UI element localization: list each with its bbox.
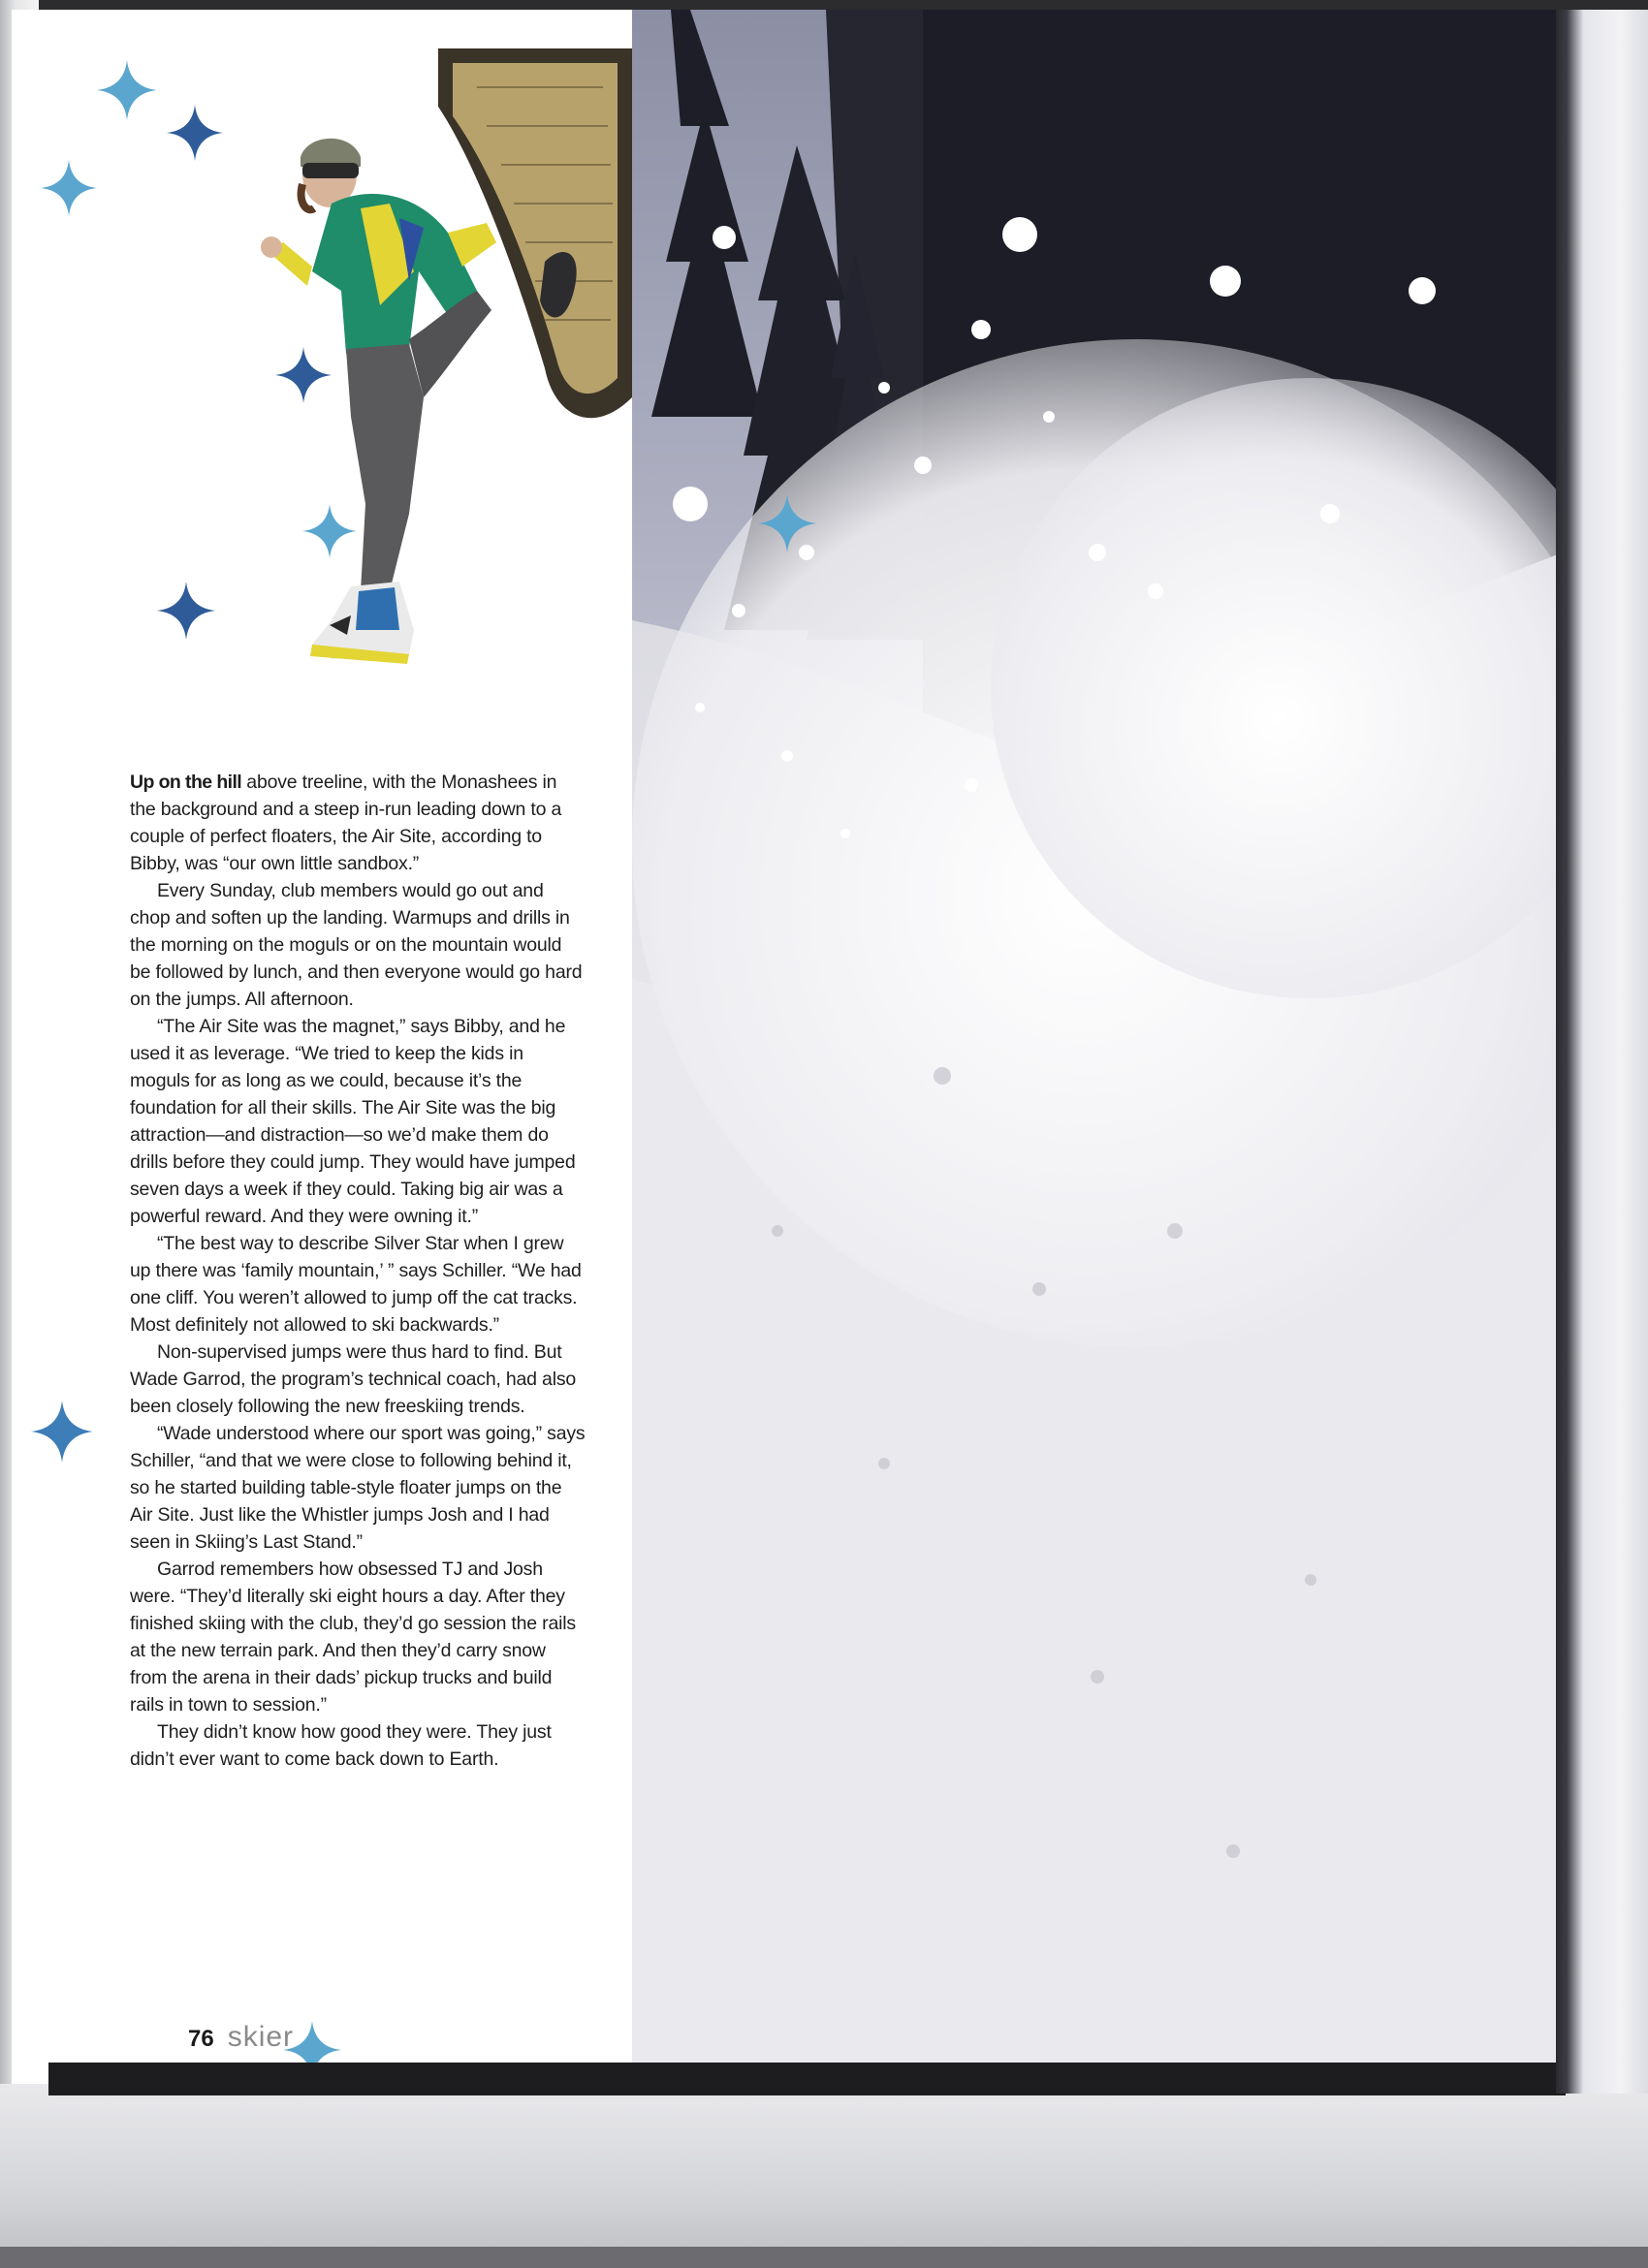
- skier-cutout-photo: [254, 48, 642, 708]
- four-point-star-icon: [97, 60, 157, 120]
- magazine-page: [12, 10, 1563, 2084]
- article-paragraph: Garrod remembers how obsessed TJ and Josh were. “They’d literally ski eight hours a day. After they finished skiing with the club, they’d go session the rails at the new terrain park. And then they’d carry snow from the arena in their dads’ pickup trucks and build rails in town to session.”: [130, 1559, 576, 1716]
- article-paragraph: “The best way to describe Silver Star when I grew up there was ‘family mountain,’ ” says Schiller. “We had one cliff. You weren’t allowed to jump off the cat tracks. Most definitely not allowed to ski backwards.”: [130, 1233, 582, 1336]
- four-point-star-icon: [31, 1401, 93, 1463]
- four-point-star-icon: [157, 582, 215, 640]
- four-point-star-icon: [41, 160, 97, 216]
- four-point-star-icon: [758, 494, 816, 552]
- facing-page-edge: [1556, 10, 1648, 2094]
- article-paragraph: Non-supervised jumps were thus hard to find. But Wade Garrod, the program’s technical coach, had also been closely following the new freeskiing trends.: [130, 1341, 577, 1417]
- lead-in: Up on the hill: [130, 772, 242, 793]
- snow-spray-photo: [632, 10, 1563, 2064]
- magazine-name: skier: [227, 2021, 295, 2053]
- four-point-star-icon: [167, 105, 223, 161]
- page-folio: [188, 2021, 294, 2054]
- trees-and-snow-illustration: [632, 10, 1563, 2064]
- article-paragraph: [130, 769, 586, 877]
- scan-bottom-strip: [0, 2247, 1648, 2268]
- article-paragraph: Every Sunday, club members would go out and chop and soften up the landing. Warmups and drills in the morning on the moguls or on the mountain would be followed by lunch, and then everyone would go hard on the jumps. All afternoon.: [130, 880, 583, 1010]
- article-body: [130, 769, 586, 1773]
- article-paragraph: They didn’t know how good they were. They just didn’t ever want to come back down to Earth.: [130, 1721, 552, 1770]
- paragraph-text: above treeline, with the Monashees in the background and a steep in-run leading down to a couple of perfect floaters, the Air Site, according to Bibby, was “our own little sandbox.”: [130, 772, 562, 874]
- article-paragraph: “Wade understood where our sport was going,” says Schiller, “and that we were close to following behind it, so he started building table-style floater jumps on the Air Site. Just like the Whistler jumps Josh and I had seen in Skiing’s Last Stand.”: [130, 1423, 586, 1553]
- page-bottom-shadow: [48, 2063, 1566, 2095]
- scan-bottom-margin: [0, 2084, 1648, 2268]
- page-number: 76: [188, 2026, 214, 2052]
- article-paragraph: “The Air Site was the magnet,” says Bibby, and he used it as leverage. “We tried to keep the kids in moguls for as long as we could, because it’s the foundation for all their skills. The Air Site was the big attraction—and distraction—so we’d make them do drills before they could jump. They would have jumped seven days a week if they could. Taking big air was a powerful reward. And they were owning it.”: [130, 1016, 576, 1227]
